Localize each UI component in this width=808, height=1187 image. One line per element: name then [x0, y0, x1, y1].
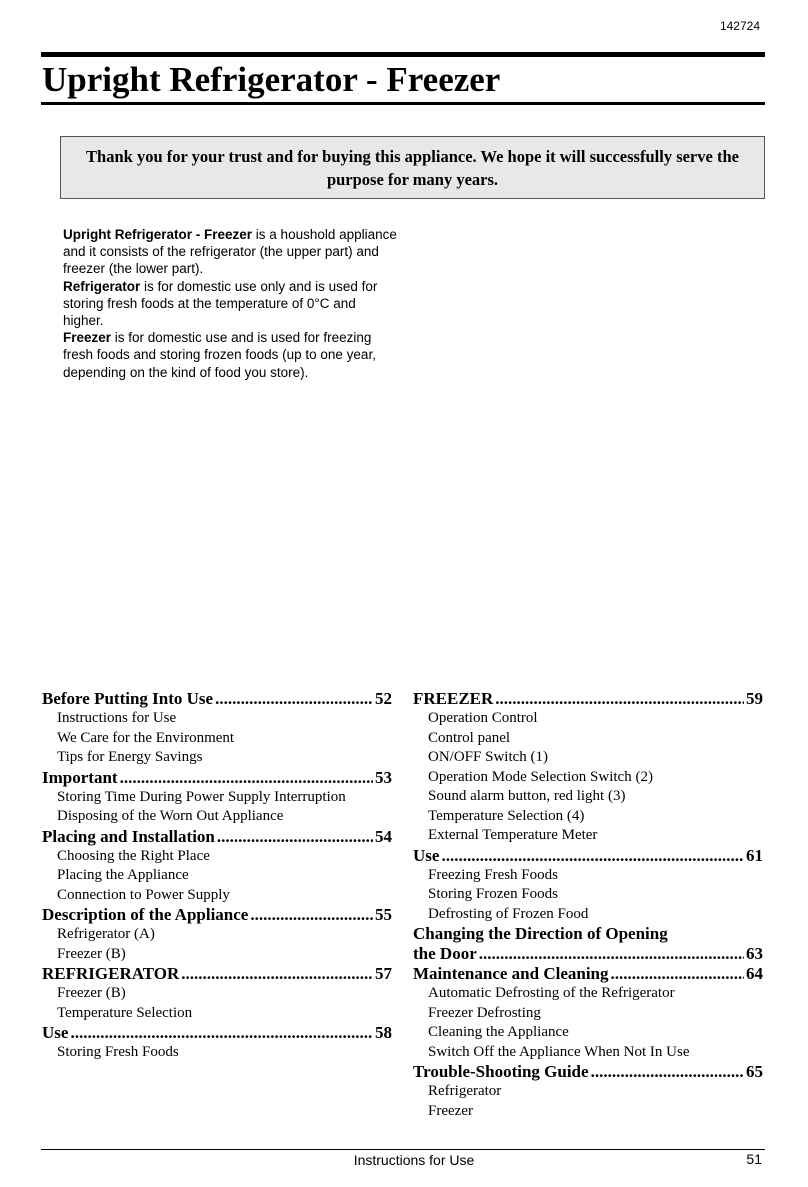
toc-subitem[interactable]: Temperature Selection: [57, 1004, 193, 1021]
toc-subitem[interactable]: Refrigerator: [428, 1083, 502, 1099]
toc-page-number: 63: [746, 944, 763, 963]
toc-section-title: Trouble-Shooting Guide: [413, 1062, 589, 1081]
toc-section-title: Use: [413, 845, 440, 865]
toc-section[interactable]: [413, 846, 763, 866]
toc-subitem[interactable]: Operation Mode Selection Switch (2): [428, 768, 653, 785]
toc-page-number: 64: [746, 964, 763, 983]
toc-dot-leader: [479, 944, 744, 964]
toc-dot-leader: [591, 1062, 744, 1082]
toc-subitem[interactable]: Freezer (B): [57, 945, 126, 962]
toc-section-title: the Door: [413, 944, 477, 963]
toc-subitem[interactable]: Operation Control: [428, 710, 538, 726]
toc-section-title: Maintenance and Cleaning: [413, 964, 609, 983]
toc-subitem[interactable]: Storing Fresh Foods: [57, 1044, 179, 1060]
toc-section[interactable]: [42, 964, 392, 984]
intro-paragraph-appliance: Upright Refrigerator - Freezer is a houshold appliance and it consists of the refrigerator (the upper part) and freezer (the lower part).: [63, 227, 397, 277]
toc-page-number: 53: [375, 767, 392, 787]
toc-subitem[interactable]: Freezer (B): [57, 985, 126, 1001]
toc-section[interactable]: [413, 944, 763, 964]
toc-subitem[interactable]: Storing Frozen Foods: [428, 886, 559, 902]
toc-section-title[interactable]: Changing the Direction of Opening: [413, 924, 668, 943]
toc-page-number: 55: [375, 905, 392, 924]
toc-dot-leader: [217, 827, 373, 847]
toc-section-title: Use: [42, 1023, 69, 1042]
toc-subitem[interactable]: Freezer Defrosting: [428, 1004, 541, 1021]
footer-rule: [41, 1149, 765, 1150]
toc-subitem[interactable]: Storing Time During Power Supply Interruption: [57, 788, 346, 805]
toc-subitem[interactable]: Instructions for Use: [57, 710, 177, 726]
toc-subitem[interactable]: External Temperature Meter: [428, 827, 598, 843]
toc-section-title: Description of the Appliance: [42, 905, 249, 924]
toc-subitem[interactable]: Choosing the Right Place: [57, 847, 210, 864]
toc-dot-leader: [495, 689, 744, 709]
thank-you-box: [60, 136, 765, 199]
toc-right-column: [413, 689, 763, 1121]
toc-section[interactable]: [42, 827, 392, 847]
page-number: 51: [746, 1151, 762, 1167]
toc-page-number: 54: [375, 826, 392, 846]
toc-page-number: 65: [746, 1062, 763, 1081]
intro-paragraph-refrigerator: Refrigerator is for domestic use only and is used for storing fresh foods at the temperature of 0°C and higher.: [63, 278, 378, 329]
toc-section[interactable]: [42, 768, 392, 788]
footer-title: Instructions for Use: [353, 1152, 475, 1168]
toc-subitem[interactable]: Freezing Fresh Foods: [428, 866, 558, 883]
toc-subitem[interactable]: Automatic Defrosting of the Refrigerator: [428, 985, 675, 1001]
top-rule: [41, 52, 765, 57]
toc-subitem[interactable]: Freezer: [428, 1102, 473, 1119]
toc-subitem[interactable]: Cleaning the Appliance: [428, 1024, 569, 1040]
toc-section[interactable]: [413, 964, 763, 984]
title-rule: [41, 102, 765, 105]
toc-subitem[interactable]: We Care for the Environment: [57, 729, 235, 746]
toc-section[interactable]: [413, 1062, 763, 1082]
toc-dot-leader: [611, 964, 744, 984]
toc-subitem[interactable]: ON/OFF Switch (1): [428, 749, 549, 765]
toc-subitem[interactable]: Refrigerator (A): [57, 926, 155, 942]
toc-dot-leader: [250, 905, 373, 925]
toc-page-number: 52: [375, 689, 392, 708]
toc-subitem[interactable]: Switch Off the Appliance When Not In Use: [428, 1043, 690, 1060]
toc-page-number: 61: [746, 845, 763, 865]
toc-subitem[interactable]: Tips for Energy Savings: [57, 749, 203, 765]
toc-subitem[interactable]: Disposing of the Worn Out Appliance: [57, 808, 284, 824]
toc-dot-leader: [181, 964, 373, 984]
toc-subitem[interactable]: Connection to Power Supply: [57, 886, 230, 903]
toc-section[interactable]: [42, 689, 392, 709]
intro-paragraph-freezer: Freezer is for domestic use and is used for freezing fresh foods and storing frozen foods (up to one year, depending on the kind of food you store).: [63, 330, 376, 380]
toc-section-title: Placing and Installation: [42, 826, 215, 846]
page-title: Upright Refrigerator - Freezer: [42, 60, 501, 99]
toc-page-number: 58: [375, 1023, 392, 1042]
toc-subitem[interactable]: Temperature Selection (4): [428, 807, 585, 824]
toc-section[interactable]: [413, 689, 763, 709]
intro-text: [63, 226, 398, 381]
toc-section-title: FREEZER: [413, 689, 494, 708]
toc-dot-leader: [441, 846, 744, 866]
toc-left-column: [42, 689, 392, 1063]
toc-page-number: 57: [375, 964, 392, 983]
toc-dot-leader: [120, 768, 373, 788]
document-code: 142724: [719, 19, 760, 33]
toc-page-number: 59: [746, 689, 763, 708]
toc-subitem[interactable]: Defrosting of Frozen Food: [428, 905, 589, 922]
toc-subitem[interactable]: Control panel: [428, 729, 511, 746]
toc-subitem[interactable]: Sound alarm button, red light (3): [428, 788, 626, 804]
toc-dot-leader: [215, 689, 373, 709]
toc-subitem[interactable]: Placing the Appliance: [57, 867, 189, 883]
thank-you-text: Thank you for your trust and for buying this appliance. We hope it will successfully serve the purpose for many years.: [86, 146, 739, 189]
toc-section-title: REFRIGERATOR: [42, 964, 180, 983]
toc-dot-leader: [70, 1023, 373, 1043]
toc-section[interactable]: [42, 1023, 392, 1043]
toc-section-title: Before Putting Into Use: [42, 689, 214, 708]
toc-section[interactable]: [42, 905, 392, 925]
toc-section-title: Important: [42, 767, 118, 787]
